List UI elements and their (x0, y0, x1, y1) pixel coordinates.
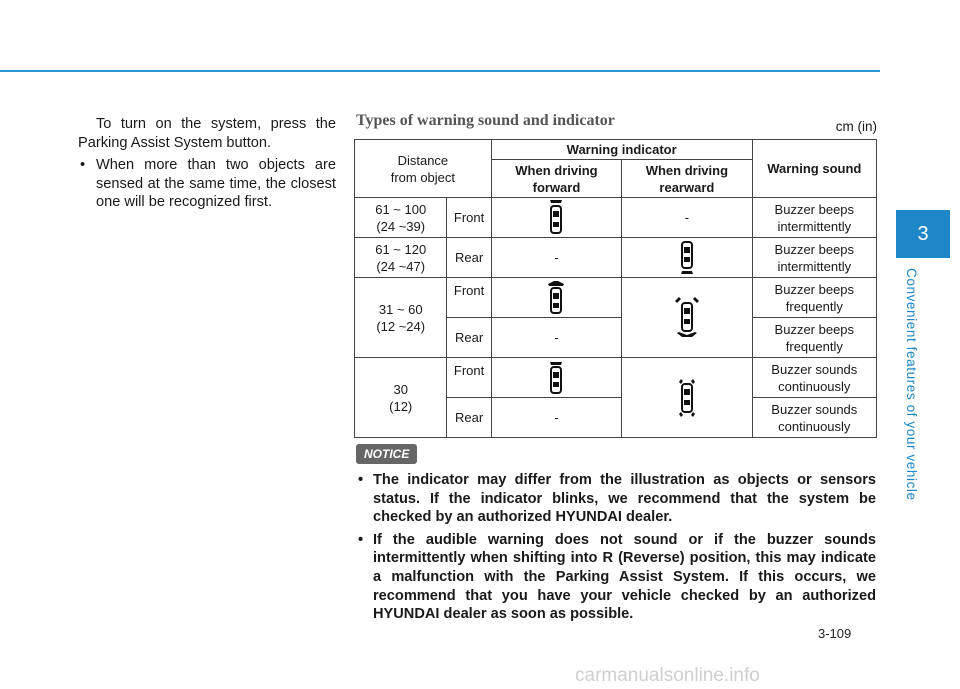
rear-indicator-cell: - (622, 198, 752, 238)
intro-text: To turn on the system, press the Parking Assist System button. (78, 116, 336, 151)
forward-indicator-cell: - (491, 238, 621, 278)
front-corner-warning-car-icon (546, 281, 566, 315)
rear-indicator-cell (622, 358, 752, 438)
all-sides-warning-car-icon (672, 297, 702, 339)
front-warning-car-icon (549, 200, 563, 236)
table-row (355, 198, 877, 238)
table-row (355, 238, 877, 278)
forward-indicator-cell: - (491, 398, 621, 438)
table-row (355, 278, 877, 318)
warning-table (354, 139, 877, 438)
chapter-title: Convenient features of your vehicle (904, 268, 919, 501)
rear-warning-car-icon (680, 241, 694, 275)
header-rearward: When driving rearward (622, 160, 752, 198)
sound-cell: Buzzer beeps frequently (752, 278, 876, 318)
front-close-warning-car-icon (548, 361, 564, 395)
distance-cell: 61 ~ 120 (24 ~47) (355, 238, 447, 278)
direction-cell: Front (447, 198, 491, 238)
rear-indicator-cell (622, 278, 752, 358)
direction-cell: Rear (447, 318, 491, 358)
notice-bullet: • If the audible warning does not sound or if the buzzer sounds intermittently when shifting into R (Reverse) position, this may indicate a malfunction with the Parking Assist System. If this occurs, we recommend that you have your vehicle checked by an authorized HYUNDAI dealer as soon as possible. (356, 531, 876, 624)
header-rule (0, 70, 880, 72)
sound-cell: Buzzer beeps intermittently (752, 198, 876, 238)
header-sound: Warning sound (752, 140, 876, 198)
notice-body (356, 471, 876, 628)
header-distance: Distance from object (355, 140, 492, 198)
bullet-text: • When more than two objects are sensed at the same time, the closest one will be recognized first. (78, 156, 336, 212)
header-indicator: Warning indicator (491, 140, 752, 160)
sound-cell: Buzzer beeps intermittently (752, 238, 876, 278)
direction-cell: Rear (447, 238, 491, 278)
section-title: Types of warning sound and indicator (356, 112, 615, 129)
notice-badge: NOTICE (356, 444, 417, 464)
direction-cell: Front (447, 278, 491, 318)
page-number: 3-109 (818, 626, 852, 641)
watermark: carmanualsonline.info (575, 665, 760, 686)
sound-cell: Buzzer sounds continuously (752, 398, 876, 438)
all-sides-close-warning-car-icon (675, 378, 699, 418)
forward-indicator-cell: - (491, 318, 621, 358)
left-column (78, 115, 336, 212)
rear-indicator-cell (622, 238, 752, 278)
header-forward: When driving forward (491, 160, 621, 198)
distance-cell: 30 (12) (355, 358, 447, 438)
forward-indicator-cell (491, 278, 621, 318)
unit-label: cm (in) (835, 119, 877, 134)
sound-cell: Buzzer sounds continuously (752, 358, 876, 398)
forward-indicator-cell (491, 358, 621, 398)
forward-indicator-cell (491, 198, 621, 238)
sound-cell: Buzzer beeps frequently (752, 318, 876, 358)
distance-cell: 61 ~ 100 (24 ~39) (355, 198, 447, 238)
notice-bullet: • The indicator may differ from the illustration as objects or sensors status. If the indicator blinks, we recommend that the system be checked by an authorized HYUNDAI dealer. (356, 471, 876, 527)
table-row (355, 358, 877, 398)
chapter-tab: 3 (896, 210, 950, 258)
distance-cell: 31 ~ 60 (12 ~24) (355, 278, 447, 358)
direction-cell: Rear (447, 398, 491, 438)
direction-cell: Front (447, 358, 491, 398)
